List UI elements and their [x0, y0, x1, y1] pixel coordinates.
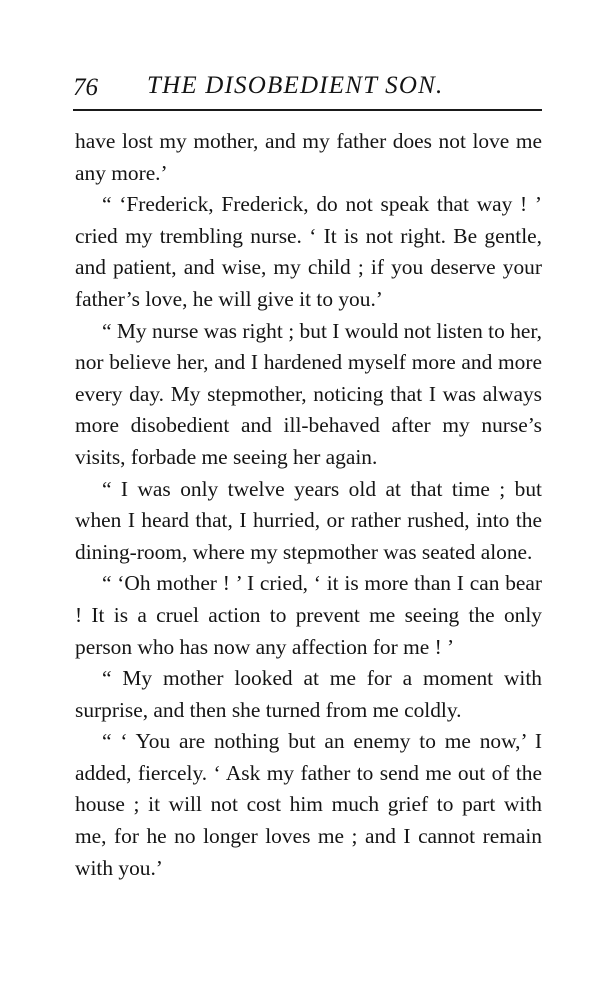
page-header: [73, 66, 543, 106]
paragraph: “ ‘Oh mother ! ’ I cried, ‘ it is more than I can bear ! It is a cruel action to prevent me seeing the only person who has now any affection for me ! ’: [75, 571, 542, 659]
paragraph: “ My mother looked at me for a moment with surprise, and then she turned from me coldly.: [75, 666, 542, 722]
body-text: [75, 126, 542, 884]
paragraph: “ My nurse was right ; but I would not listen to her, nor believe her, and I hardened myself more and more every day. My stepmother, noticing that I was always more disobedient and ill-behaved after my nurse’s visits, forbade me seeing her again.: [75, 318, 542, 469]
running-title: THE DISOBEDIENT SON.: [147, 72, 444, 99]
paragraph: “ ‘Frederick, Frederick, do not speak that way ! ’ cried my trembling nurse. ‘ It is not right. Be gentle, and patient, and wise, my child ; if you deserve your father’s love, he will give it to you.’: [75, 192, 542, 311]
paragraph: “ ‘ You are nothing but an enemy to me now,’ I added, fiercely. ‘ Ask my father to send me out of the house ; it will not cost him much grief to part with me, for he no longer loves me ; and I cannot remain with you.’: [75, 729, 542, 880]
page-number: 76: [73, 74, 98, 101]
paragraph: “ I was only twelve years old at that time ; but when I heard that, I hurried, or rather rushed, into the dining-room, where my stepmother was seated alone.: [75, 476, 542, 564]
header-rule: [73, 109, 542, 111]
paragraph: have lost my mother, and my father does not love me any more.’: [75, 129, 542, 185]
